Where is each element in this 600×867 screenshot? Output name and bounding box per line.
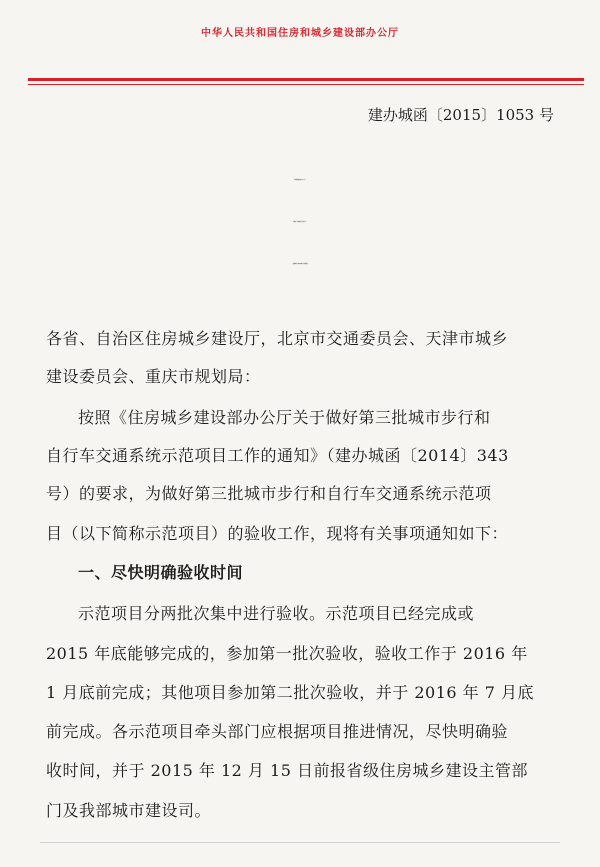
intro-line-1: 按照《住房城乡建设部办公厅关于做好第三批城市步行和 <box>78 408 491 427</box>
notice-title-line-3: 交通系统示范项目验收工作的通知 <box>292 264 308 265</box>
header-red-rule-thin <box>28 84 584 85</box>
section-1-line-5: 收时间，并于 2015 年 12 月 15 日前报省级住房城乡建设主管部 <box>46 761 528 780</box>
notice-title-line-2: 做好第三批城市步行和自行车 <box>293 222 307 223</box>
intro-line-2: 自行车交通系统示范项目工作的通知》（建办城函〔2014〕343 <box>46 446 509 465</box>
notice-title-line-1: 住房城乡建设部办公厅关于 <box>294 180 306 181</box>
document-number: 建办城函〔2015〕1053 号 <box>367 106 554 124</box>
intro-line-4: 目（以下简称示范项目）的验收工作，现将有关事项通知如下： <box>46 524 509 543</box>
addressee-line-2: 建设委员会、重庆市规划局： <box>46 367 261 386</box>
section-1-line-2: 2015 年底能够完成的，参加第一批次验收，验收工作于 2016 年 <box>46 644 528 663</box>
addressee-line-1: 各省、自治区住房城乡建设厅，北京市交通委员会、天津市城乡 <box>46 329 509 348</box>
intro-line-3: 号）的要求，为做好第三批城市步行和自行车交通系统示范项 <box>46 484 492 503</box>
page-bottom-divider <box>40 842 560 843</box>
section-1-heading: 一、尽快明确验收时间 <box>78 563 244 582</box>
section-1-line-6: 门及我部城市建设司。 <box>46 801 212 820</box>
issuing-agency-header: 中华人民共和国住房和城乡建设部办公厅 <box>201 28 399 39</box>
section-1-line-3: 1 月底前完成；其他项目参加第二批次验收，并于 2016 年 7 月底 <box>46 683 535 702</box>
section-1-line-1: 示范项目分两批次集中进行验收。示范项目已经完成或 <box>78 604 475 623</box>
section-1-line-4: 前完成。各示范项目牵头部门应根据项目推进情况，尽快明确验 <box>46 722 509 741</box>
header-red-rule-thick <box>28 78 584 81</box>
